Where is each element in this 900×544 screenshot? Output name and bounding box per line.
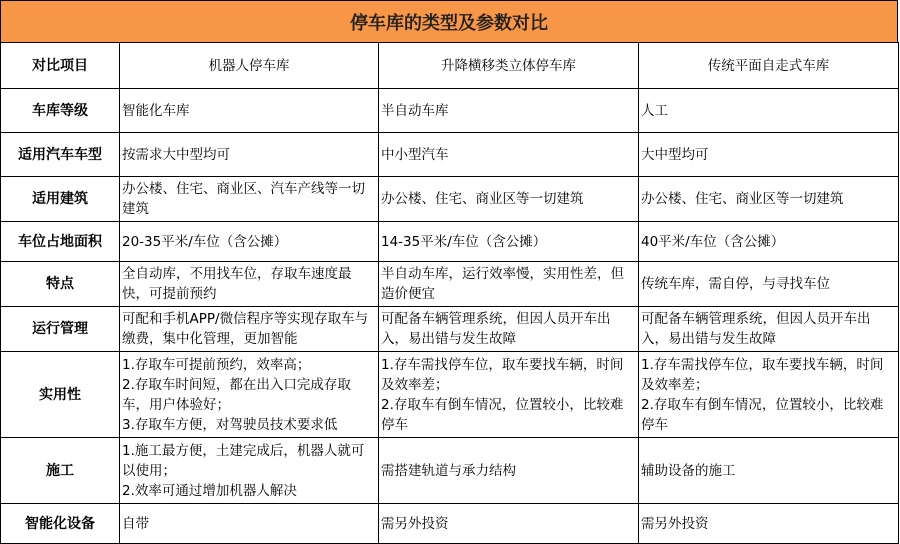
table-cell: 半自动车库 [379,89,639,133]
table-cell: 需另外投资 [379,504,639,544]
row-label: 施工 [1,438,120,504]
column-header-lift: 升降横移类立体停车库 [379,43,639,89]
row-label: 车库等级 [1,89,120,133]
table-cell: 1.存取车可提前预约，效率高； 2.存取车时间短，都在出入口完成存取车，用户体验好； 3.存取车方便，对驾驶员技术要求低 [120,352,379,438]
table-cell: 人工 [639,89,899,133]
table-cell: 按需求大中型均可 [120,133,379,177]
table-row [1,89,899,133]
header-row [1,43,899,89]
table-cell: 14-35平米/车位（含公摊） [379,222,639,262]
table-cell: 全自动库，不用找车位，存取车速度最快，可提前预约 [120,262,379,307]
table-row [1,438,899,504]
row-label: 适用建筑 [1,177,120,222]
row-label: 适用汽车车型 [1,133,120,177]
table-row [1,177,899,222]
row-label: 实用性 [1,352,120,438]
table-row [1,504,899,544]
table-cell: 自带 [120,504,379,544]
table-cell: 传统车库，需自停，与寻找车位 [639,262,899,307]
column-header-item: 对比项目 [1,43,120,89]
table-cell: 20-35平米/车位（含公摊） [120,222,379,262]
table-cell: 办公楼、住宅、商业区、汽车产线等一切建筑 [120,177,379,222]
column-header-robot: 机器人停车库 [120,43,379,89]
table-cell: 需搭建轨道与承力结构 [379,438,639,504]
table-cell: 办公楼、住宅、商业区等一切建筑 [639,177,899,222]
page-title: 停车库的类型及参数对比 [0,0,898,43]
comparison-table [0,42,899,544]
table-cell: 办公楼、住宅、商业区等一切建筑 [379,177,639,222]
row-label: 运行管理 [1,307,120,352]
table-cell: 1.施工最方便，土建完成后，机器人就可以使用； 2.效率可通过增加机器人解决 [120,438,379,504]
table-cell: 40平米/车位（含公摊） [639,222,899,262]
table-row [1,352,899,438]
table-row [1,133,899,177]
column-header-traditional: 传统平面自走式车库 [639,43,899,89]
row-label: 特点 [1,262,120,307]
table-row [1,222,899,262]
table-cell: 大中型均可 [639,133,899,177]
row-label: 车位占地面积 [1,222,120,262]
table-cell: 1.存车需找停车位，取车要找车辆，时间及效率差； 2.存取车有倒车情况，位置较小，比较难停车 [639,352,899,438]
table-cell: 辅助设备的施工 [639,438,899,504]
row-label: 智能化设备 [1,504,120,544]
table-row [1,307,899,352]
table-cell: 可配备车辆管理系统，但因人员开车出入，易出错与发生故障 [379,307,639,352]
table-cell: 智能化车库 [120,89,379,133]
table-cell: 可配备车辆管理系统，但因人员开车出入，易出错与发生故障 [639,307,899,352]
table-cell: 可配和手机APP/微信程序等实现存取车与缴费，集中化管理，更加智能 [120,307,379,352]
table-cell: 中小型汽车 [379,133,639,177]
table-cell: 需另外投资 [639,504,899,544]
table-row [1,262,899,307]
table-cell: 1.存车需找停车位，取车要找车辆，时间及效率差； 2.存取车有倒车情况，位置较小，比较难停车 [379,352,639,438]
table-cell: 半自动车库，运行效率慢，实用性差，但造价便宜 [379,262,639,307]
